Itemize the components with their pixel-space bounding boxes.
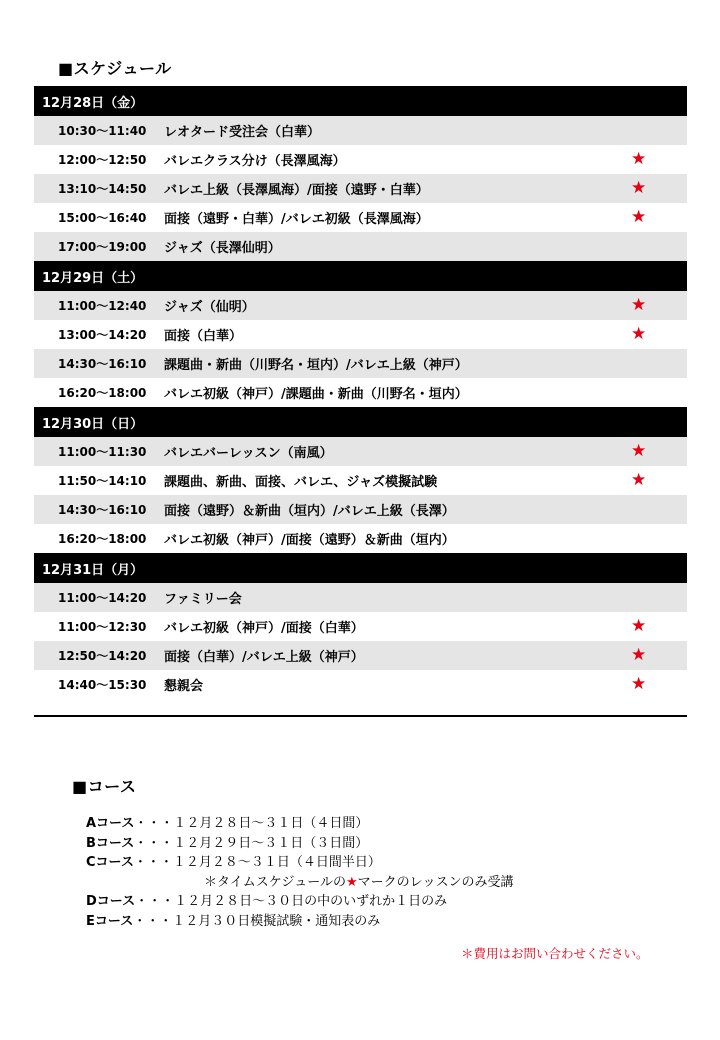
row-lesson: バレエクラス分け（長澤風海） [164, 154, 346, 169]
row-time: 13:10〜14:50 [58, 182, 147, 196]
star-icon: ★ [631, 645, 647, 665]
course-name: Bコース [86, 835, 135, 851]
course-desc: ・・・１２月２８日〜３１日（４日間） [134, 816, 369, 831]
course-name: Dコース [86, 894, 136, 909]
row-time: 11:50〜14:10 [58, 474, 147, 488]
row-lesson: 課題曲、新曲、面接、バレエ、ジャズ模擬試験 [164, 475, 438, 490]
course-item [86, 892, 514, 912]
star-icon: ★ [631, 324, 647, 344]
day-header [34, 407, 687, 437]
divider [34, 715, 687, 717]
row-lesson: レオタード受注会（白華） [164, 125, 321, 140]
course-desc: ・・・１２月２８〜３１日（４日間半日） [133, 855, 381, 870]
day-date: 12月30日（日） [42, 416, 144, 432]
fee-note: ＊費用はお問い合わせください。 [461, 946, 649, 961]
schedule-row [34, 116, 687, 145]
course-name: Eコース [86, 913, 134, 929]
schedule-row [34, 349, 687, 378]
course-item [86, 853, 514, 873]
row-lesson: 面接（白華） [164, 329, 243, 344]
schedule-row [34, 232, 687, 261]
row-time: 11:00〜11:30 [58, 445, 147, 459]
course-name: Aコース [86, 816, 135, 831]
course-title: ■コース [72, 777, 137, 796]
star-icon: ★ [631, 441, 647, 461]
star-icon: ★ [345, 874, 358, 890]
row-lesson: 面接（遠野）＆新曲（垣内）/バレエ上級（長澤） [164, 504, 455, 519]
row-time: 14:40〜15:30 [58, 678, 147, 692]
day-header [34, 261, 687, 291]
row-time: 13:00〜14:20 [58, 328, 147, 342]
schedule-row [34, 524, 687, 553]
row-lesson: バレエ初級（神戸）/課題曲・新曲（川野名・垣内） [164, 387, 468, 402]
star-icon: ★ [631, 616, 647, 636]
course-c-note [86, 873, 514, 893]
course-name: Cコース [86, 855, 134, 870]
row-lesson: 懇親会 [164, 679, 204, 694]
schedule-row [34, 174, 687, 203]
row-time: 10:30〜11:40 [58, 124, 147, 138]
row-lesson: 面接（遠野・白華）/バレエ初級（長澤風海） [164, 212, 429, 227]
note-text-before: ＊タイムスケジュールの [204, 874, 346, 890]
row-time: 16:20〜18:00 [58, 386, 147, 400]
schedule-row [34, 145, 687, 174]
row-lesson: ジャズ（仙明） [164, 300, 255, 315]
row-time: 11:00〜14:20 [58, 591, 147, 605]
row-time: 11:00〜12:40 [58, 299, 147, 313]
star-icon: ★ [631, 149, 647, 169]
star-icon: ★ [631, 207, 647, 227]
schedule-row [34, 641, 687, 670]
row-lesson: ジャズ（長澤仙明） [164, 241, 281, 256]
row-time: 12:50〜14:20 [58, 649, 147, 663]
row-time: 16:20〜18:00 [58, 532, 147, 546]
row-lesson: バレエ上級（長澤風海）/面接（遠野・白華） [164, 183, 429, 198]
course-desc: ・・・１２月２８日〜３０日の中のいずれか１日のみ [135, 894, 448, 909]
star-icon: ★ [631, 470, 647, 490]
day-date: 12月31日（月） [42, 562, 144, 578]
schedule-row [34, 466, 687, 495]
row-lesson: 面接（白華）/バレエ上級（神戸） [164, 650, 364, 665]
course-item [86, 912, 514, 932]
course-desc: ・・・１２月３０日模擬試験・通知表のみ [133, 913, 381, 929]
row-time: 15:00〜16:40 [58, 211, 147, 225]
schedule-row [34, 583, 687, 612]
star-icon: ★ [631, 178, 647, 198]
schedule-row [34, 437, 687, 466]
schedule-row [34, 320, 687, 349]
day-header [34, 553, 687, 583]
schedule-row [34, 291, 687, 320]
schedule-row [34, 612, 687, 641]
row-lesson: バレエバーレッスン（南風） [164, 446, 333, 461]
row-time: 17:00〜19:00 [58, 240, 147, 254]
row-time: 14:30〜16:10 [58, 357, 147, 371]
course-item [86, 834, 514, 854]
schedule-row [34, 670, 687, 699]
schedule-row [34, 378, 687, 407]
course-item [86, 814, 514, 834]
row-lesson: バレエ初級（神戸）/面接（遠野）＆新曲（垣内） [164, 533, 455, 548]
note-text-after: マークのレッスンのみ受講 [357, 874, 514, 890]
row-lesson: 課題曲・新曲（川野名・垣内）/バレエ上級（神戸） [164, 358, 468, 373]
row-lesson: バレエ初級（神戸）/面接（白華） [164, 621, 364, 636]
star-icon: ★ [631, 674, 647, 694]
row-time: 14:30〜16:10 [58, 503, 147, 517]
day-header [34, 86, 687, 116]
schedule-title: ■スケジュール [58, 59, 172, 78]
course-list [86, 814, 514, 931]
row-time: 12:00〜12:50 [58, 153, 147, 167]
row-time: 11:00〜12:30 [58, 620, 147, 634]
day-date: 12月28日（金） [42, 95, 144, 111]
row-lesson: ファミリー会 [164, 592, 242, 607]
day-date: 12月29日（土） [42, 270, 144, 286]
schedule-row [34, 495, 687, 524]
schedule-row [34, 203, 687, 232]
star-icon: ★ [631, 295, 647, 315]
course-desc: ・・・１２月２９日〜３１日（３日間） [134, 835, 369, 851]
schedule-table [34, 86, 687, 699]
